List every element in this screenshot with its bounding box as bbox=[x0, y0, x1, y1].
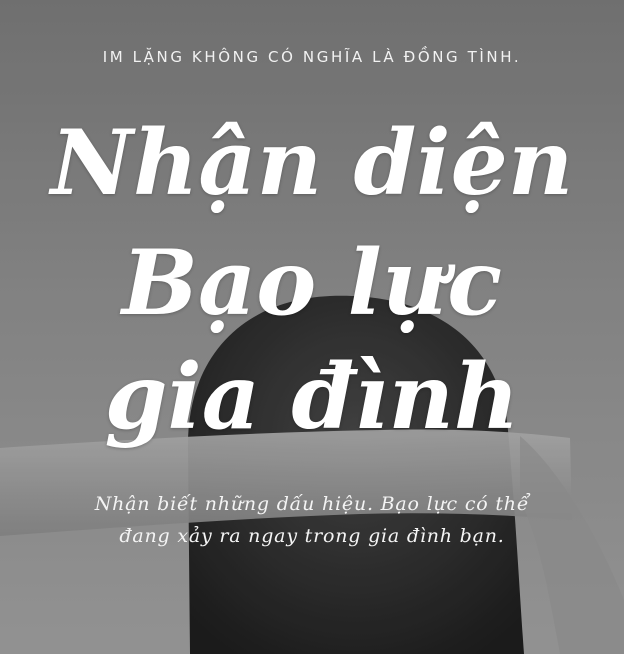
title-line-1: Nhận diện bbox=[50, 110, 574, 216]
subtitle-line-1: Nhận biết những dấu hiệu. Bạo lực có thể bbox=[94, 493, 530, 515]
tagline: IM LẶNG KHÔNG CÓ NGHĨA LÀ ĐỒNG TÌNH. bbox=[102, 48, 522, 66]
subtitle bbox=[40, 488, 584, 552]
title-line-2: Bạo lực bbox=[121, 230, 503, 336]
subtitle-line-2: đang xảy ra ngay trong gia đình bạn. bbox=[119, 525, 505, 547]
title-line-3: gia đình bbox=[104, 344, 520, 450]
